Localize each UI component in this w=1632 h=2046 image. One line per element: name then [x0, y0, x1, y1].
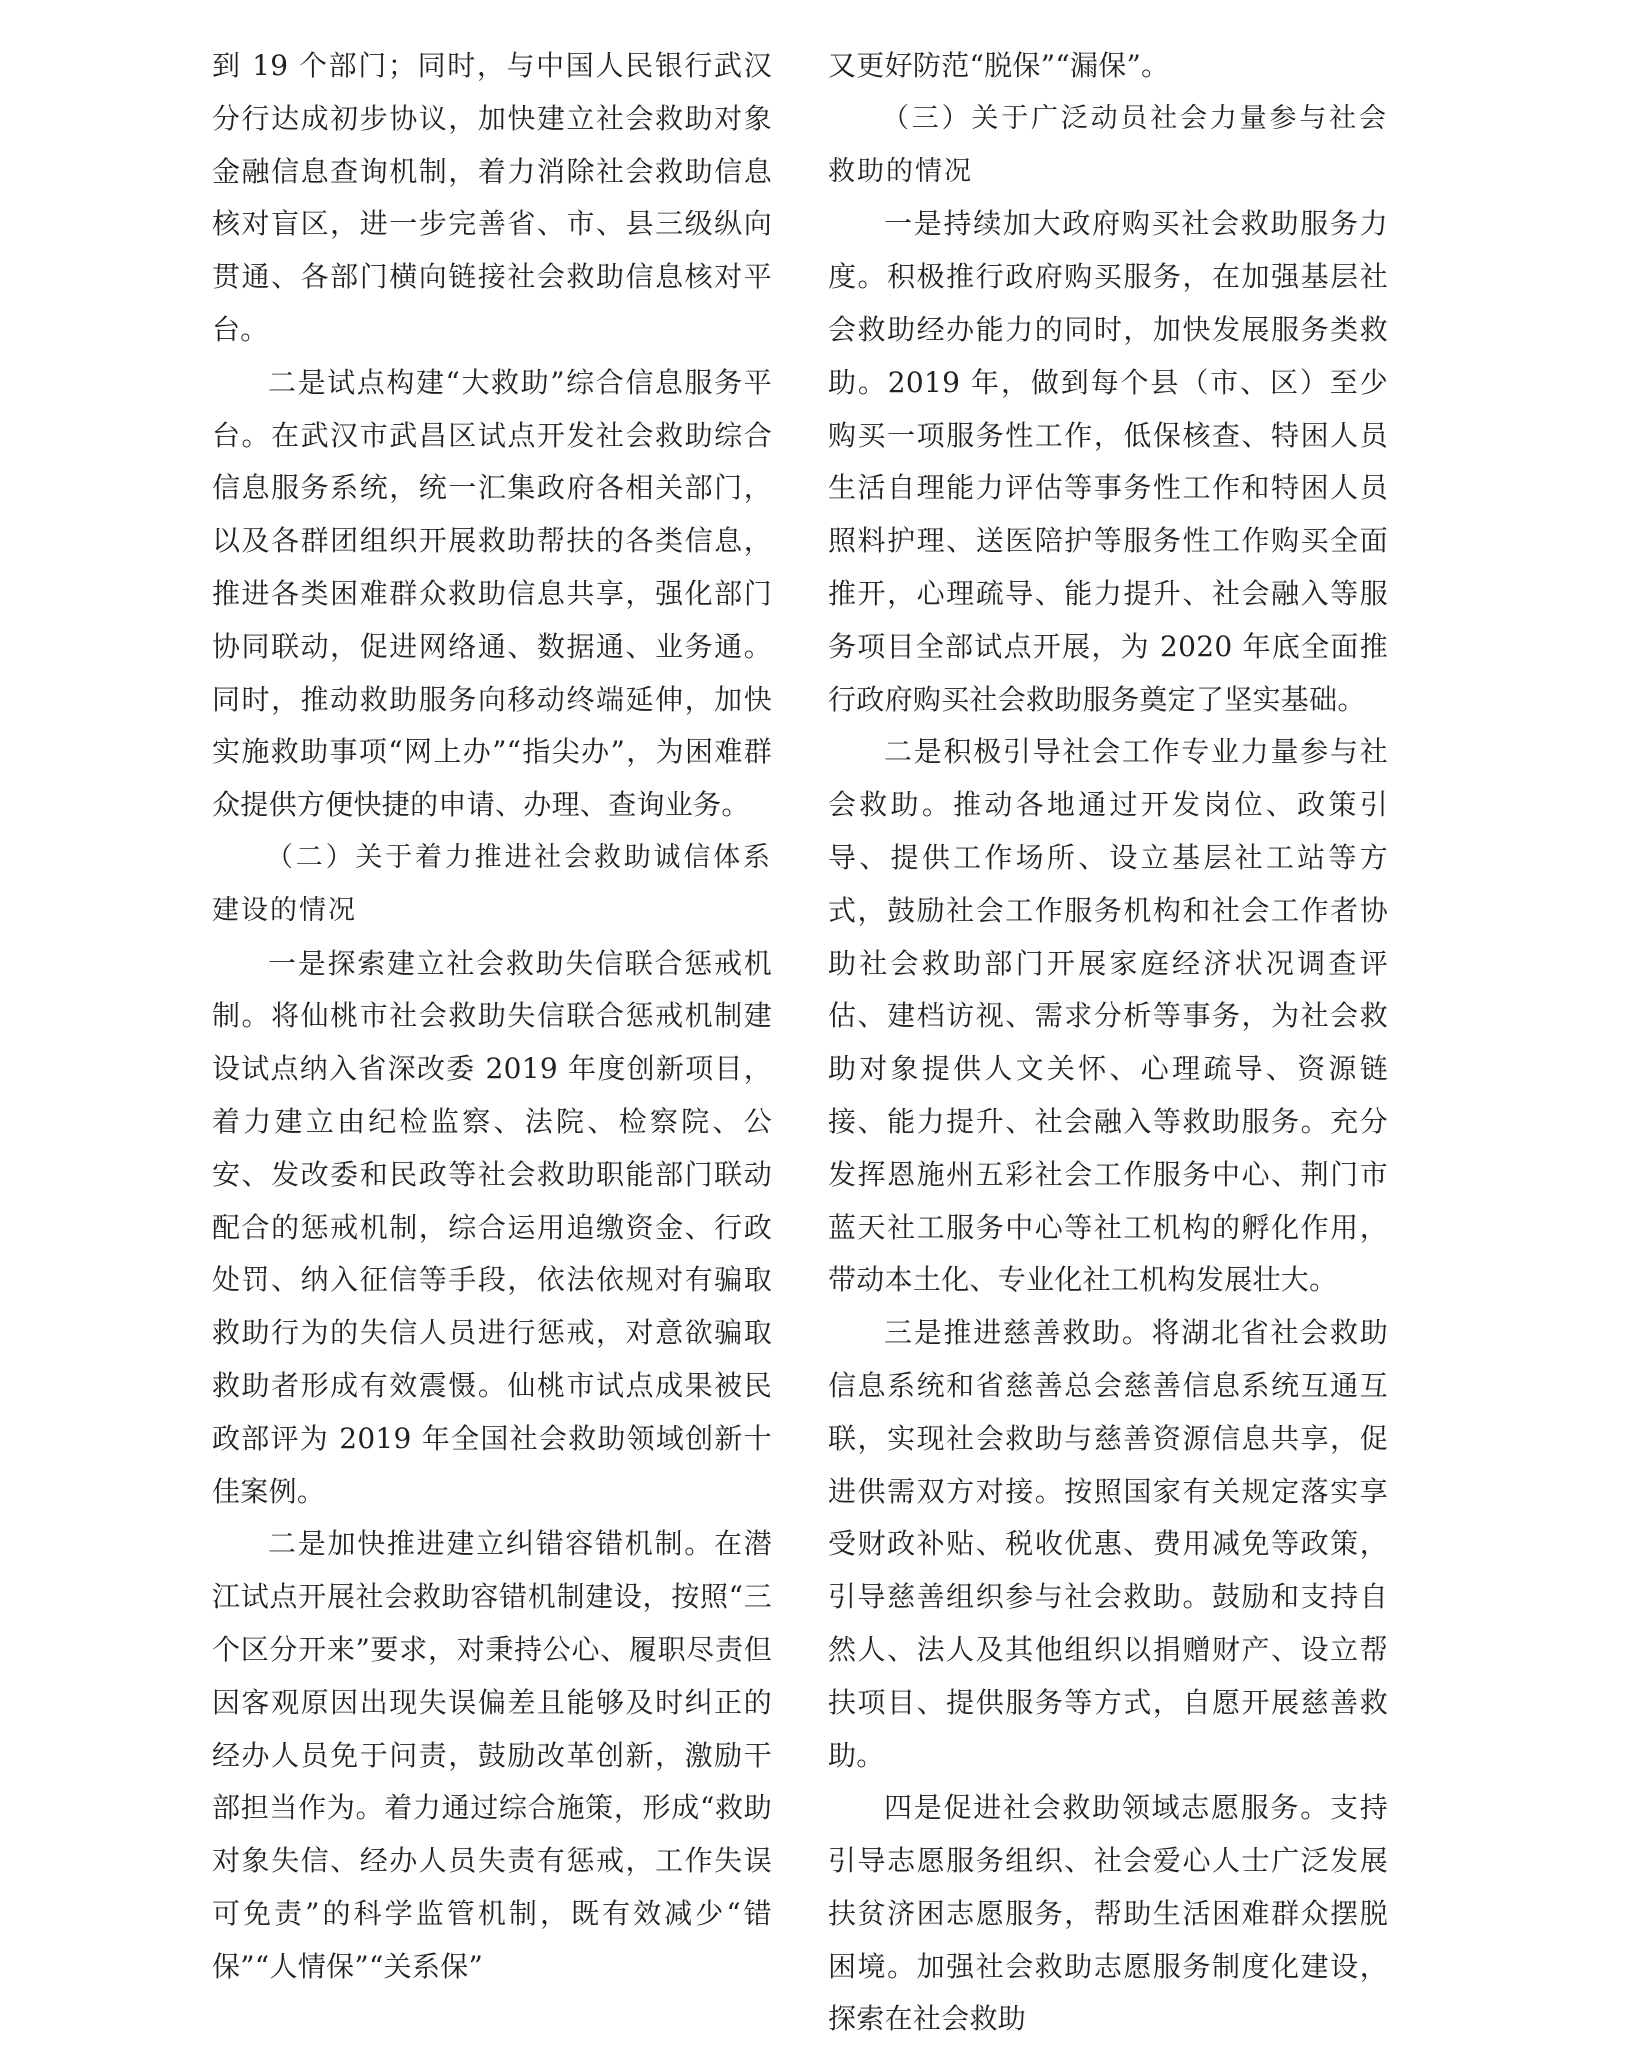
paragraph-volunteer: 四是促进社会救助领域志愿服务。支持引导志愿服务组织、社会爱心人士广泛发展扶贫济困志愿服务，帮助生活困难群众摆脱困境。加强社会救助志愿服务制度化建设，探索在社会救助	[828, 1791, 1388, 2036]
paragraph-prevention-continued: 又更好防范“脱保”“漏保”。	[828, 49, 1170, 82]
paragraph-data-verification-continued: 到 19 个部门；同时，与中国人民银行武汉分行达成初步协议，加快建立社会救助对象金融信息查询机制，着力消除社会救助信息核对盲区，进一步完善省、市、县三级纵向贯通、各部门横向链接社会救助信息核对平台。	[212, 49, 772, 346]
paragraph-charity: 三是推进慈善救助。将湖北省社会救助信息系统和省慈善总会慈善信息系统互通互联，实现社会救助与慈善资源信息共享，促进供需双方对接。按照国家有关规定落实享受财政补贴、税收优惠、费用减免等政策，引导慈善组织参与社会救助。鼓励和支持自然人、法人及其他组织以捐赠财产、设立帮扶项目、提供服务等方式，自愿开展慈善救助。	[828, 1316, 1388, 1772]
right-column	[828, 40, 1388, 2046]
paragraph-info-service-platform: 二是试点构建“大救助”综合信息服务平台。在武汉市武昌区试点开发社会救助综合信息服务系统，统一汇集政府各相关部门，以及各群团组织开展救助帮扶的各类信息，推进各类困难群众救助信息共享，强化部门协同联动，促进网络通、数据通、业务通。同时，推动救助服务向移动终端延伸，加快实施救助事项“网上办”“指尖办”，为困难群众提供方便快捷的申请、办理、查询业务。	[212, 365, 772, 822]
section-heading-credit-system: （二）关于着力推进社会救助诚信体系建设的情况	[212, 841, 772, 926]
paragraph-error-tolerance: 二是加快推进建立纠错容错机制。在潜江试点开展社会救助容错机制建设，按照“三个区分开来”要求，对秉持公心、履职尽责但因客观原因出现失误偏差且能够及时纠正的经办人员免于问责，鼓励改革创新，激励干部担当作为。着力通过综合施策，形成“救助对象失信、经办人员失责有惩戒，工作失误可免责”的科学监管机制，既有效减少“错保”“人情保”“关系保”	[212, 1527, 772, 1983]
left-column	[212, 40, 772, 1993]
paragraph-social-work: 二是积极引导社会工作专业力量参与社会救助。推动各地通过开发岗位、政策引导、提供工作场所、设立基层社工站等方式，鼓励社会工作服务机构和社会工作者协助社会救助部门开展家庭经济状况调查评估、建档访视、需求分析等事务，为社会救助对象提供人文关怀、心理疏导、资源链接、能力提升、社会融入等救助服务。充分发挥恩施州五彩社会工作服务中心、荆门市蓝天社工服务中心等社工机构的孵化作用，带动本土化、专业化社工机构发展壮大。	[828, 735, 1388, 1297]
paragraph-government-purchase: 一是持续加大政府购买社会救助服务力度。积极推行政府购买服务，在加强基层社会救助经办能力的同时，加快发展服务类救助。2019 年，做到每个县（市、区）至少购买一项服务性工作，低保核查、特困人员生活自理能力评估等事务性工作和特困人员照料护理、送医陪护等服务性工作购买全面推开，心理疏导、能力提升、社会融入等服务项目全部试点开展，为 2020 年底全面推行政府购买社会救助服务奠定了坚实基础。	[828, 207, 1388, 716]
paragraph-joint-punishment: 一是探索建立社会救助失信联合惩戒机制。将仙桃市社会救助失信联合惩戒机制建设试点纳入省深改委 2019 年度创新项目，着力建立由纪检监察、法院、检察院、公安、发改委和民政等社会救助职能部门联动配合的惩戒机制，综合运用追缴资金、行政处罚、纳入征信等手段，依法依规对有骗取救助行为的失信人员进行惩戒，对意欲骗取救助者形成有效震慑。仙桃市试点成果被民政部评为 2019 年全国社会救助领域创新十佳案例。	[212, 946, 772, 1508]
section-heading-social-forces: （三）关于广泛动员社会力量参与社会救助的情况	[828, 102, 1388, 187]
